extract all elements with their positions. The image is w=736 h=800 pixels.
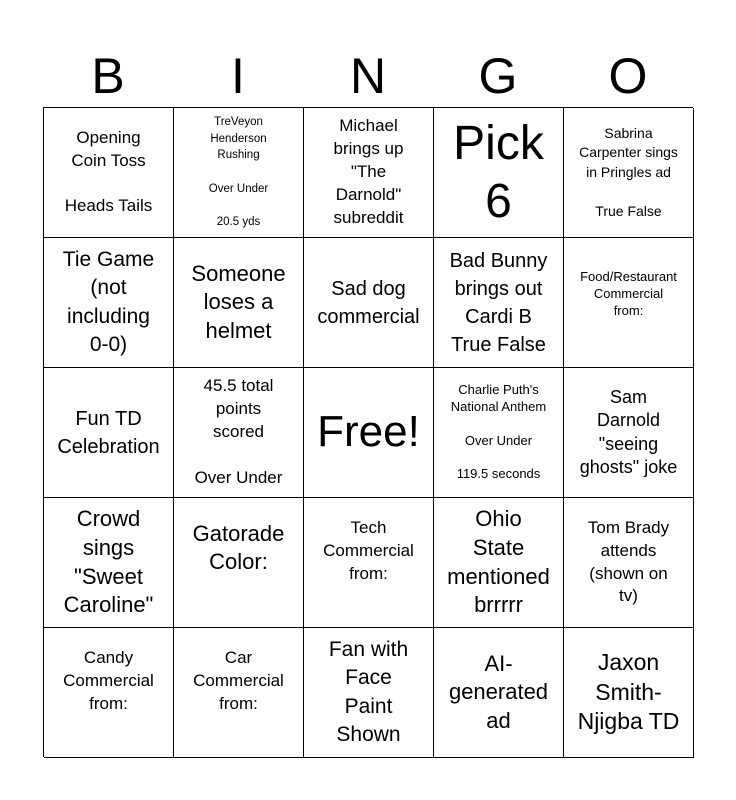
bingo-cell[interactable]: Sad dog commercial [304,238,434,368]
bingo-cell[interactable]: Tom Brady attends (shown on tv) [564,498,694,628]
free-space-cell[interactable]: Free! [304,368,434,498]
bingo-cell[interactable]: Gatorade Color: [174,498,304,628]
bingo-cell[interactable]: Tie Game (not including 0-0) [44,238,174,368]
header-letter-i: I [231,48,245,104]
bingo-cell[interactable]: Bad Bunny brings out Cardi B True False [434,238,564,368]
bingo-cell[interactable]: Michael brings up "The Darnold" subreddit [304,108,434,238]
bingo-cell[interactable]: Opening Coin Toss Heads Tails [44,108,174,238]
bingo-cell[interactable]: 45.5 total points scored Over Under [174,368,304,498]
bingo-cell[interactable]: Charlie Puth's National Anthem Over Under 119.5 seconds [434,368,564,498]
header-letter-o: O [608,48,648,104]
bingo-cell[interactable]: Jaxon Smith- Njigba TD [564,628,694,758]
bingo-cell[interactable]: Food/Restaurant Commercial from: [564,238,694,368]
bingo-cell[interactable]: Car Commercial from: [174,628,304,758]
bingo-cell[interactable]: Crowd sings "Sweet Caroline" [44,498,174,628]
header-letter-b: B [91,48,125,104]
bingo-header [43,44,693,108]
bingo-cell[interactable]: Fan with Face Paint Shown [304,628,434,758]
bingo-cell[interactable]: Someone loses a helmet [174,238,304,368]
bingo-card-grid [43,107,693,757]
header-letter-n: N [349,48,387,104]
bingo-cell[interactable]: Fun TD Celebration [44,368,174,498]
bingo-cell[interactable]: Sabrina Carpenter sings in Pringles ad True False [564,108,694,238]
header-letter-g: G [478,48,518,104]
bingo-cell[interactable]: Sam Darnold "seeing ghosts" joke [564,368,694,498]
bingo-cell[interactable]: Candy Commercial from: [44,628,174,758]
bingo-cell[interactable]: Pick 6 [434,108,564,238]
bingo-cell[interactable]: Ohio State mentioned brrrrr [434,498,564,628]
bingo-cell[interactable]: Tech Commercial from: [304,498,434,628]
bingo-cell[interactable]: AI- generated ad [434,628,564,758]
bingo-cell[interactable]: TreVeyon Henderson Rushing Over Under 20.5 yds [174,108,304,238]
